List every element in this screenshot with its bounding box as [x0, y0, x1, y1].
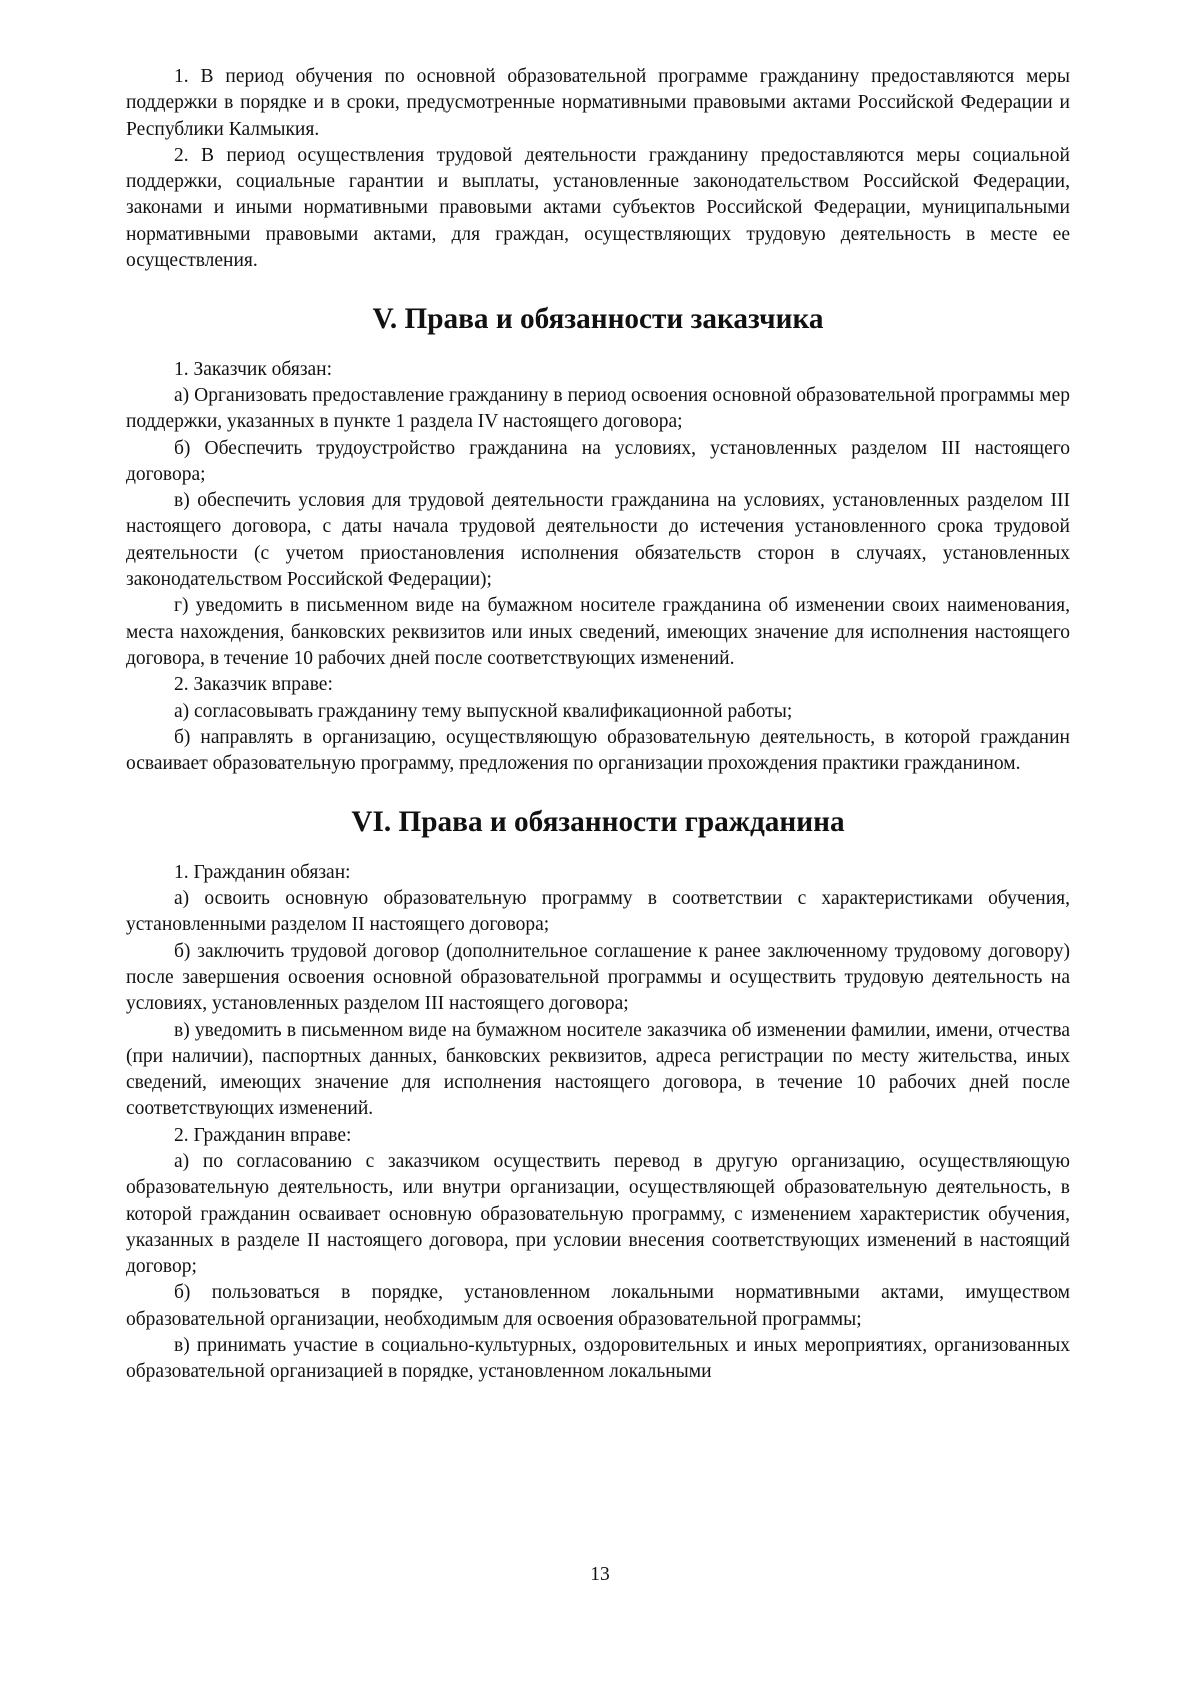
paragraph: 1. Заказчик обязан:	[174, 358, 333, 380]
section-heading-vi: VI. Права и обязанности гражданина	[351, 806, 845, 839]
paragraph: в) принимать участие в социально-культурных, оздоровительных и иных мероприятиях, организованных образовательной организацией в порядке, установленном локальными	[126, 1335, 1070, 1383]
paragraph: б) Обеспечить трудоустройство гражданина на условиях, установленных разделом III настоящего договора;	[126, 437, 1070, 485]
paragraph: а) по согласованию с заказчиком осуществить перевод в другую организацию, осуществляющую образовательную деятельность, или внутри организации, осуществляющей образовательную деятельность, в которой гражданин осваивает основную образовательную программу, с изменением характеристик обучения, указанных в разделе II настоящего договора, при условии внесения соответствующих изменений в настоящий договор;	[126, 1150, 1070, 1278]
section-heading-v: V. Права и обязанности заказчика	[372, 303, 824, 336]
paragraph: 1. Гражданин обязан:	[174, 861, 351, 883]
paragraph: б) направлять в организацию, осуществляющую образовательную деятельность, в которой гражданин осваивает образовательную программу, предложения по организации прохождения практики гражданином.	[126, 726, 1070, 775]
paragraph: в) обеспечить условия для трудовой деятельности гражданина на условиях, установленных разделом III настоящего договора, с даты начала трудовой деятельности до истечения установленного срока трудовой деятельности (с учетом приостановления исполнения обязательств сторон в случаях, установленных законодательством Российской Федерации);	[126, 490, 1070, 591]
paragraph: а) освоить основную образовательную программу в соответствии с характеристиками обучения, установленными разделом II настоящего договора;	[126, 888, 1070, 936]
page-number: 13	[590, 1564, 610, 1585]
paragraph: 2. Гражданин вправе:	[174, 1124, 352, 1146]
paragraph: 2. Заказчик вправе:	[174, 674, 333, 696]
paragraph: 2. В период осуществления трудовой деятельности гражданину предоставляются меры социальной поддержки, социальные гарантии и выплаты, установленные законодательством Российской Федерации, законами и иными нормативными правовыми актами субъектов Российской Федерации, муниципальными нормативными правовыми актами, для граждан, осуществляющих трудовую деятельность в месте ее осуществления.	[126, 144, 1070, 272]
paragraph: в) уведомить в письменном виде на бумажном носителе заказчика об изменении фамилии, имени, отчества (при наличии), паспортных данных, банковских реквизитов, адреса регистрации по месту жительства, иных сведений, имеющих значение для исполнения настоящего договора, в течение 10 рабочих дней после соответствующих изменений.	[126, 1019, 1070, 1120]
paragraph: 1. В период обучения по основной образовательной программе гражданину предоставляются меры поддержки в порядке и в сроки, предусмотренные нормативными правовыми актами Российской Федерации и Республики Калмыкия.	[126, 66, 1070, 140]
paragraph: б) заключить трудовой договор (дополнительное соглашение к ранее заключенному трудовому договору) после завершения освоения основной образовательной программы и осуществить трудовую деятельность на условиях, установленных разделом III настоящего договора;	[126, 940, 1070, 1015]
paragraph: а) Организовать предоставление гражданину в период освоения основной образовательной программы мер поддержки, указанных в пункте 1 раздела IV настоящего договора;	[126, 384, 1070, 433]
document-body	[126, 64, 1070, 1386]
paragraph: г) уведомить в письменном виде на бумажном носителе гражданина об изменении своих наименования, места нахождения, банковских реквизитов или иных сведений, имеющих значение для исполнения настоящего договора, в течение 10 рабочих дней после соответствующих изменений.	[126, 595, 1070, 669]
paragraph: б) пользоваться в порядке, установленном локальными нормативными актами, имуществом образовательной организации, необходимым для освоения образовательной программы;	[126, 1282, 1070, 1330]
paragraph: а) согласовывать гражданину тему выпускной квалификационной работы;	[174, 700, 793, 722]
